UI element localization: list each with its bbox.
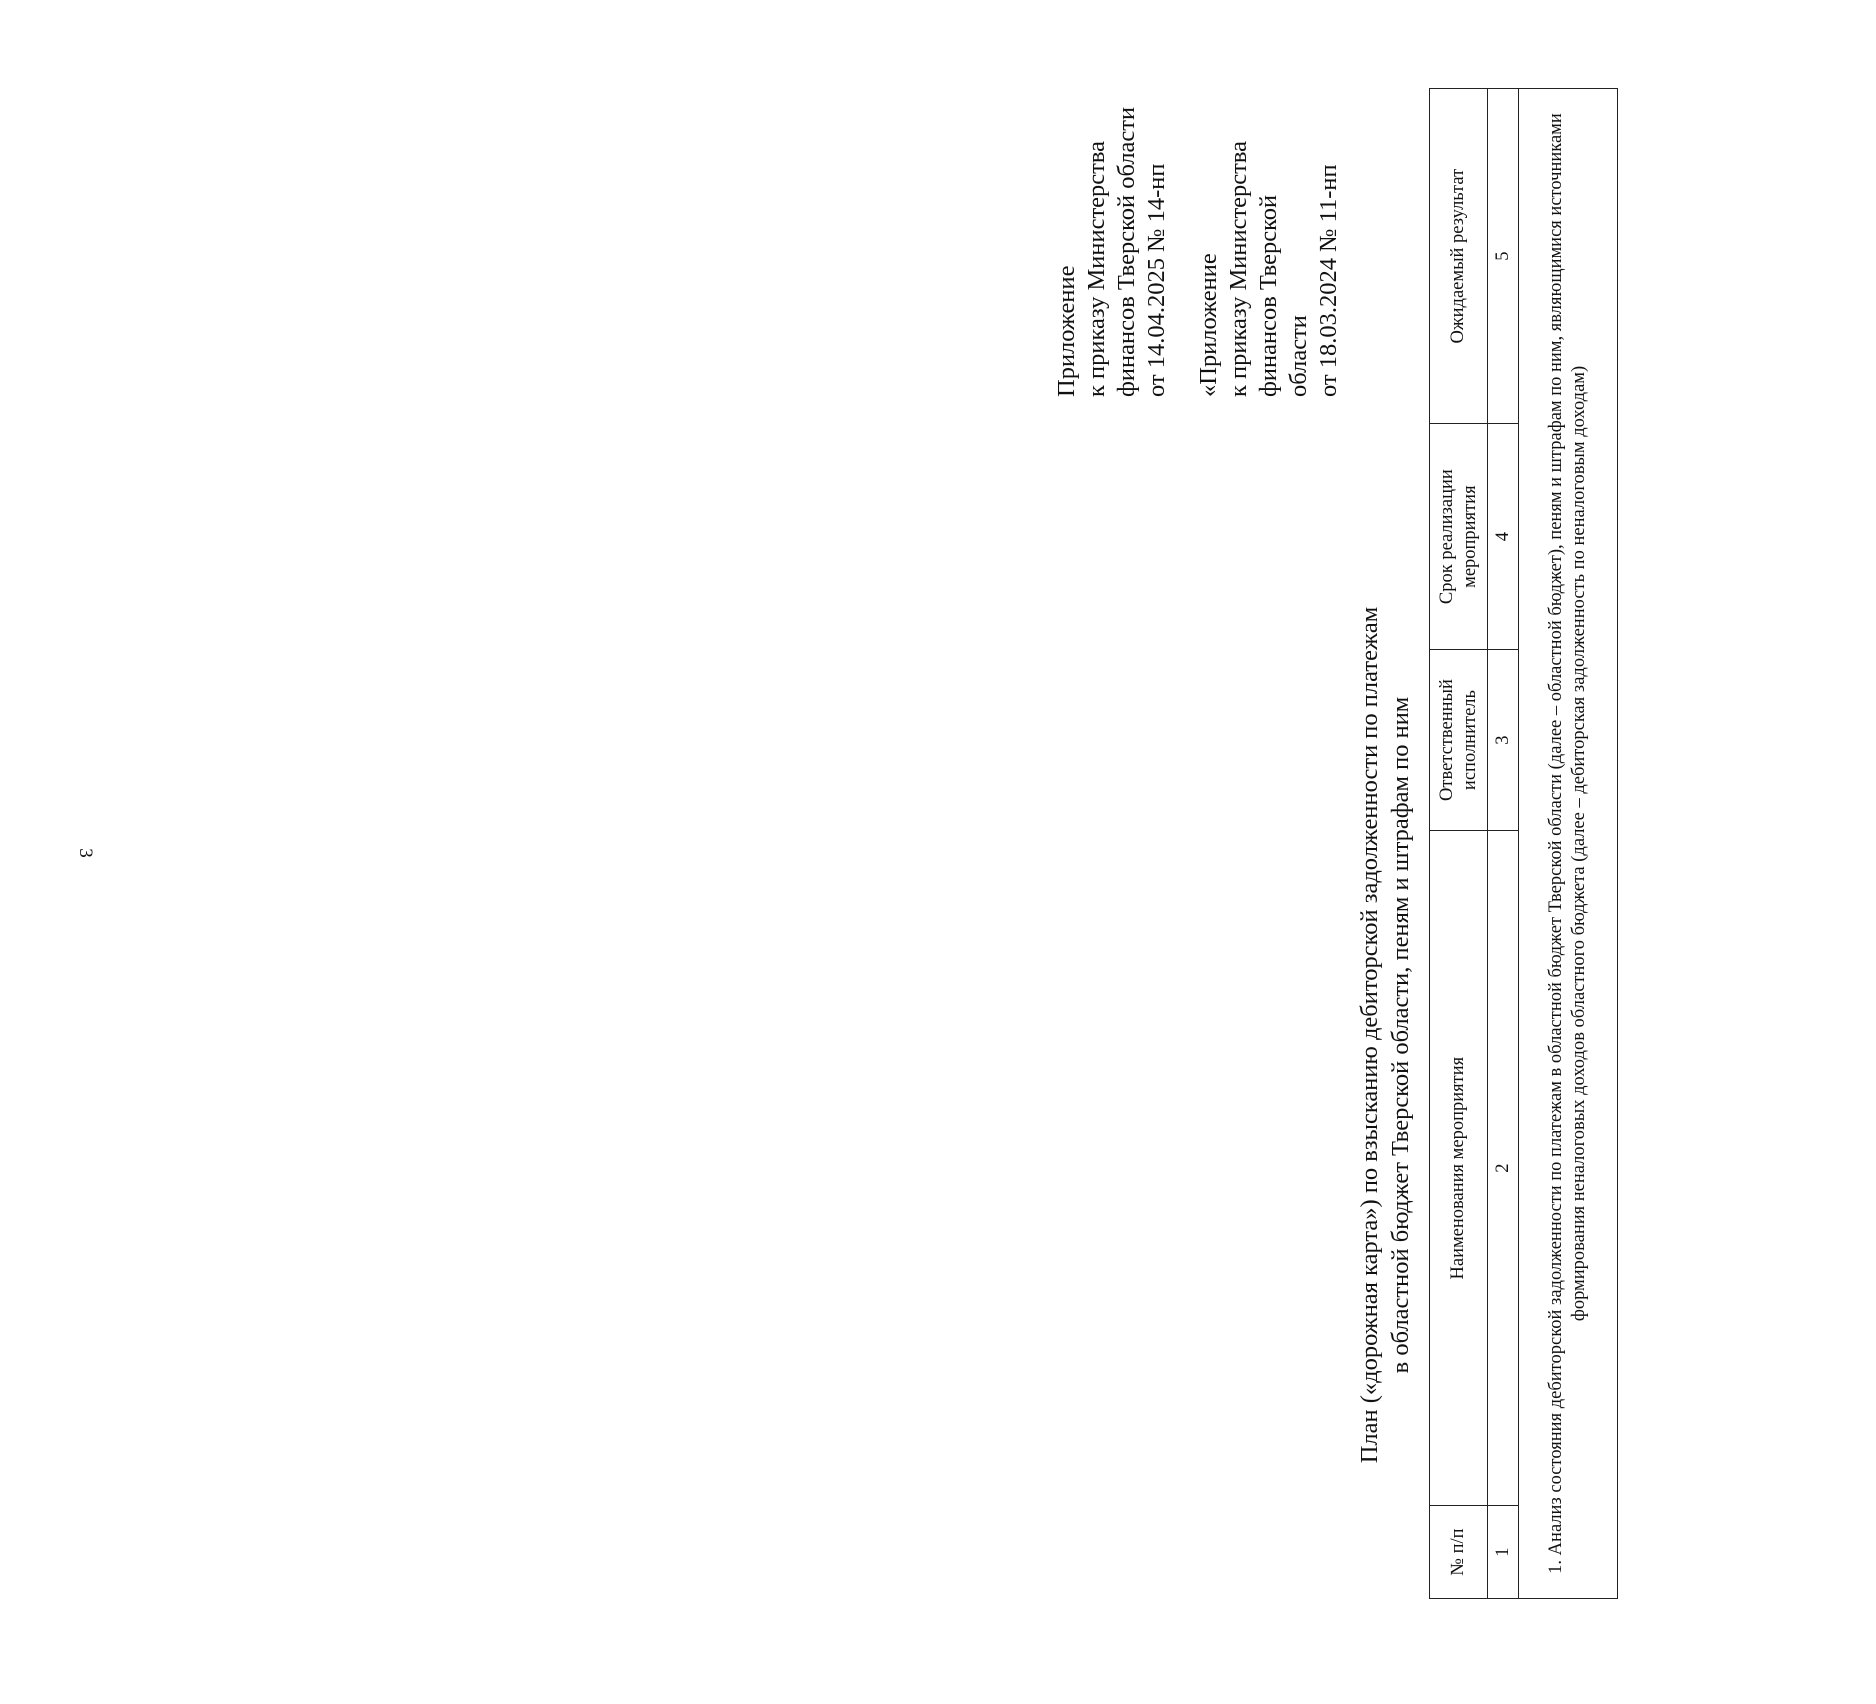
appendix-line: от 14.04.2025 № 14-нп <box>1143 163 1170 397</box>
column-number: 4 <box>1488 424 1519 650</box>
column-number-row <box>1488 89 1519 1599</box>
header-activity-name: Наименования мероприятия <box>1430 831 1488 1506</box>
plan-title-line-2: в областной бюджет Тверской области, пеням и штрафам по ним <box>1387 696 1414 1374</box>
section-row <box>1519 89 1618 1599</box>
page-number: 3 <box>74 848 96 858</box>
column-number: 5 <box>1488 89 1519 424</box>
appendix-line: к приказу Министерства <box>1083 141 1110 397</box>
prev-appendix-line: от 18.03.2024 № 11-нп <box>1315 164 1342 397</box>
header-expected-result: Ожидаемый результат <box>1430 89 1488 424</box>
prev-appendix-line: финансов Тверской <box>1255 194 1282 397</box>
section-heading: 1. Анализ состояния дебиторской задолженности по платежам в областной бюджет Тверской области (далее – областной бюджет), пеням и штрафам по ним, являющимися источниками формирования неналоговых доходов областного бюджета (далее – дебиторская задолженность по неналоговым доходам) <box>1519 89 1618 1599</box>
column-number: 3 <box>1488 649 1519 830</box>
plan-title-line-1: План («дорожная карта») по взысканию дебиторской задолженности по платежам <box>1356 606 1383 1464</box>
plan-title <box>1354 470 1416 1600</box>
prev-appendix-line: к приказу Министерства <box>1225 141 1252 397</box>
header-deadline: Срок реализации мероприятия <box>1430 424 1488 650</box>
column-number: 2 <box>1488 831 1519 1506</box>
header-responsible: Ответственный исполнитель <box>1430 649 1488 830</box>
plan-table <box>1429 88 1618 1599</box>
spacer <box>1172 7 1194 397</box>
prev-appendix-line: области <box>1285 315 1312 397</box>
appendix-line: финансов Тверской области <box>1113 106 1140 397</box>
appendix-block <box>1052 7 1344 397</box>
document-body <box>876 0 1876 1680</box>
header-number: № п/п <box>1430 1506 1488 1599</box>
column-number: 1 <box>1488 1506 1519 1599</box>
prev-appendix-line: «Приложение <box>1195 253 1222 397</box>
appendix-line: Приложение <box>1053 265 1080 397</box>
table-header-row <box>1430 89 1488 1599</box>
